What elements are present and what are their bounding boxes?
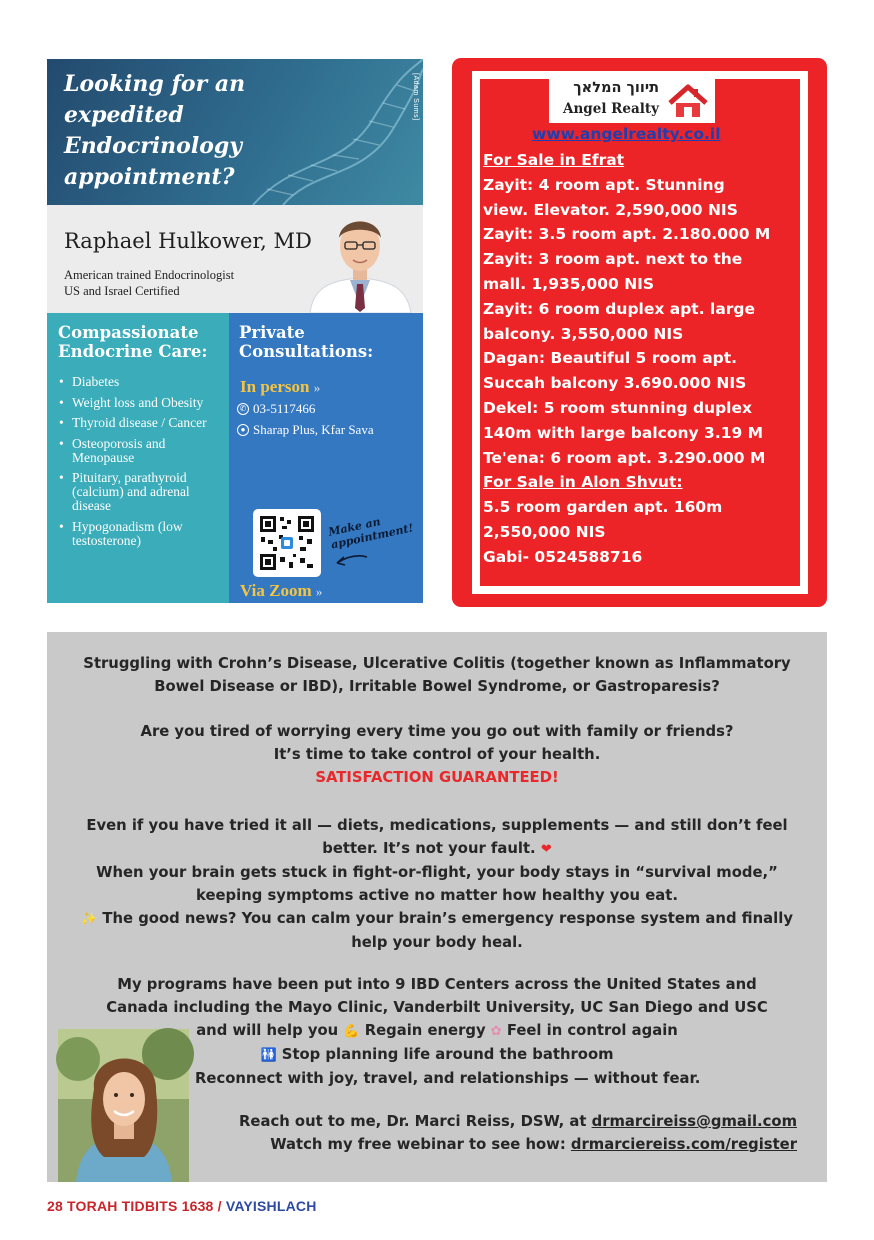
- ibd-ad: [47, 632, 827, 1182]
- listing-line: Zayit: 6 room duplex apt. large: [483, 299, 756, 318]
- credentials-line-1: American trained Endocrinologist: [64, 268, 235, 282]
- logo-english: Angel Realty: [563, 101, 659, 117]
- dr-reiss-photo: [58, 1029, 189, 1182]
- sparkles-icon: ✨: [81, 912, 98, 927]
- parsha-name: VAYISHLACH: [225, 1198, 317, 1214]
- listing-line: Dagan: Beautiful 5 room apt.: [483, 349, 738, 368]
- page-footer: [47, 1198, 317, 1214]
- zoom-label: Via Zoom »: [240, 581, 323, 600]
- credentials-line-2: US and Israel Certified: [64, 284, 180, 298]
- endo-headline: Looking for an expedited Endocrinology appointment?: [64, 71, 246, 190]
- realty-website-link[interactable]: www.angelrealty.co.il: [532, 125, 721, 143]
- in-person-phone[interactable]: ✆ 03-5117466: [237, 401, 315, 417]
- listing-line: Dekel: 5 room stunning duplex: [483, 398, 752, 417]
- house-icon: [666, 81, 710, 121]
- zoom-phone[interactable]: ✆ 055-500-3342: [237, 606, 327, 622]
- consult-heading: Private Consultations:: [239, 323, 374, 361]
- conditions-list: [58, 375, 228, 554]
- listing-line: Zayit: 4 room apt. Stunning: [483, 175, 725, 194]
- satisfaction-guarantee: SATISFACTION GUARANTEED!: [315, 769, 559, 786]
- photo-credit: [Adam Sums]: [412, 73, 419, 121]
- section-heading-alon-shvut: For Sale in Alon Shvut:: [483, 473, 683, 492]
- doctor-credentials: [64, 267, 234, 299]
- listing-line: mall. 1,935,000 NIS: [483, 274, 655, 293]
- consultation-panel: [229, 313, 423, 621]
- flower-icon: ✿: [490, 1024, 502, 1039]
- question-paragraph: Are you tired of worrying every time you go out with family or friends? It’s time to take control of your health. SATISFACTION GUARANTEED!: [47, 720, 827, 789]
- in-person-label: In person »: [240, 377, 321, 396]
- phone-icon: ✆: [237, 403, 249, 415]
- care-heading: Compassionate Endocrine Care:: [58, 323, 208, 361]
- list-item: • Osteoporosis and Menopause: [58, 437, 228, 465]
- restroom-icon: 🚻: [260, 1048, 277, 1063]
- listing-line: view. Elevator. 2,590,000 NIS: [483, 200, 738, 219]
- doctor-photo: [305, 208, 415, 313]
- logo-hebrew: תיווך המלאך: [573, 80, 659, 96]
- listing-line: 5.5 room garden apt. 160m: [483, 498, 723, 517]
- list-item: • Hypogonadism (low testosterone): [58, 520, 228, 548]
- listing-line: balcony. 3,550,000 NIS: [483, 324, 684, 343]
- realty-logo: [549, 78, 715, 123]
- listings: [483, 148, 808, 570]
- angel-realty-ad: [452, 58, 827, 607]
- endocrinology-ad: [47, 59, 423, 621]
- contact-email-link[interactable]: drmarcireiss@gmail.com: [591, 1113, 797, 1130]
- qr-code[interactable]: [253, 509, 321, 577]
- explanation-paragraph: Even if you have tried it all — diets, medications, supplements — and still don’t feel better. It’s not your fault. ❤ When your brain gets stuck in fight-or-flight, your body stays in “survival mode,” keeping symptoms active no matter how healthy you eat. ✨ The good news? You can calm your brain’s emergency response system and finally help your body heal.: [81, 817, 793, 951]
- list-item: • Diabetes: [58, 375, 228, 389]
- heart-icon: ❤: [540, 842, 552, 857]
- flexed-biceps-icon: 💪: [343, 1024, 360, 1039]
- intro-paragraph: Struggling with Crohn’s Disease, Ulcerative Colitis (together known as Inflammatory Bowel Disease or IBD), Irritable Bowel Syndrome, or Gastroparesis?: [83, 655, 791, 695]
- listing-line: Succah balcony 3.690.000 NIS: [483, 374, 747, 393]
- ad-hero-banner: [47, 59, 423, 205]
- webinar-line: Watch my free webinar to see how: drmarciereiss.com/register: [270, 1136, 797, 1153]
- whatsapp-icon: ✆: [237, 608, 249, 620]
- programs-paragraph: My programs have been put into 9 IBD Centers across the United States and Canada including the Mayo Clinic, Vanderbilt University, UC San Diego and USC and will help you 💪 Regain energy ✿ Feel in control again 🚻 Stop planning life around the bathroom Reconnect with joy, travel, and relationships — without fear.: [47, 973, 827, 1091]
- listing-line: 140m with large balcony 3.19 M: [483, 423, 764, 442]
- listing-line: Te'ena: 6 room apt. 3.290.000 M: [483, 448, 766, 467]
- appointment-note: Make an appointment!: [327, 515, 415, 552]
- arrow-icon: [331, 551, 371, 571]
- agent-contact: Gabi- 0524588716: [483, 547, 643, 566]
- listing-line: Zayit: 3 room apt. next to the: [483, 250, 743, 269]
- list-item: • Pituitary, parathyroid (calcium) and adrenal disease: [58, 471, 228, 513]
- care-panel: [47, 313, 229, 603]
- list-item: • Thyroid disease / Cancer: [58, 416, 228, 430]
- contact-line: Reach out to me, Dr. Marci Reiss, DSW, at drmarcireiss@gmail.com: [239, 1113, 797, 1130]
- doctor-name: Raphael Hulkower, MD: [64, 229, 312, 253]
- list-item: • Weight loss and Obesity: [58, 396, 228, 410]
- listing-line: Zayit: 3.5 room apt. 2.180.000 M: [483, 225, 771, 244]
- in-person-location: ● Sharap Plus, Kfar Sava: [237, 422, 374, 438]
- page-info: 28 TORAH TIDBITS 1638 /: [47, 1198, 222, 1214]
- section-heading-efrat: For Sale in Efrat: [483, 151, 625, 169]
- location-pin-icon: ●: [237, 424, 249, 436]
- listing-line: 2,550,000 NIS: [483, 522, 606, 541]
- webinar-link[interactable]: drmarciereiss.com/register: [570, 1136, 797, 1153]
